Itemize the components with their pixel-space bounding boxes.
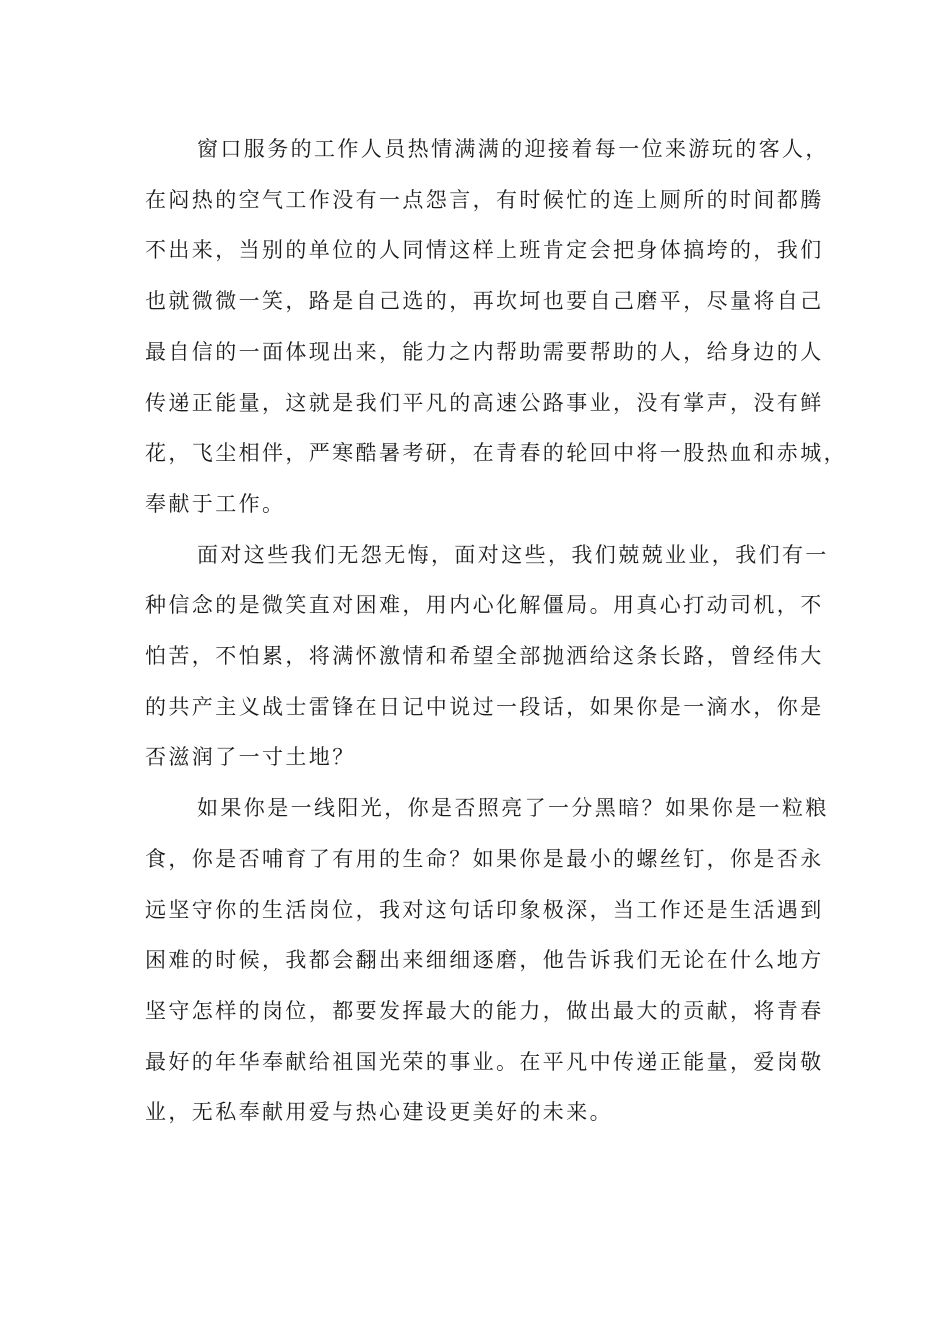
paragraph-2-line-3: 怕苦，不怕累，将满怀激情和希望全部抛洒给这条长路，曾经伟大 [145, 644, 824, 669]
paragraph-1-line-3: 不出来，当别的单位的人同情这样上班肯定会把身体搞垮的，我们 [145, 238, 824, 263]
paragraph-3-line-6: 最好的年华奉献给祖国光荣的事业。在平凡中传递正能量，爱岗敬 [145, 1049, 824, 1074]
paragraph-1 [145, 124, 847, 530]
paragraph-3-line-3: 远坚守你的生活岗位，我对这句话印象极深，当工作还是生活遇到 [145, 897, 824, 922]
paragraph-1-line-6: 传递正能量，这就是我们平凡的高速公路事业，没有掌声，没有鲜 [145, 390, 824, 415]
paragraph-3-line-7: 业，无私奉献用爱与热心建设更美好的未来。 [145, 1100, 613, 1125]
paragraph-2-line-2: 种信念的是微笑直对困难，用内心化解僵局。用真心打动司机，不 [145, 593, 824, 618]
paragraph-2-line-5: 否滋润了一寸土地？ [145, 745, 356, 770]
paragraph-3-line-2: 食，你是否哺育了有用的生命？如果你是最小的螺丝钉，你是否永 [145, 846, 824, 871]
paragraph-1-line-5: 最自信的一面体现出来，能力之内帮助需要帮助的人，给身边的人 [145, 339, 824, 364]
paragraph-3-line-4: 困难的时候，我都会翻出来细细逐磨，他告诉我们无论在什么地方 [145, 948, 824, 973]
paragraph-2-line-4: 的共产主义战士雷锋在日记中说过一段话，如果你是一滴水，你是 [145, 694, 824, 719]
paragraph-1-line-8: 奉献于工作。 [145, 491, 286, 516]
paragraph-2-line-1: 面对这些我们无怨无悔，面对这些，我们兢兢业业，我们有一 [197, 542, 829, 567]
paragraph-2 [145, 530, 829, 784]
paragraph-1-line-2: 在闷热的空气工作没有一点怨言，有时候忙的连上厕所的时间都腾 [145, 187, 824, 212]
paragraph-1-line-1: 窗口服务的工作人员热情满满的迎接着每一位来游玩的客人， [197, 137, 829, 161]
paragraph-1-line-4: 也就微微一笑，路是自己选的，再坎坷也要自己磨平，尽量将自己 [145, 289, 824, 314]
paragraph-3-line-1: 如果你是一线阳光，你是否照亮了一分黑暗？如果你是一粒粮 [197, 796, 829, 821]
paragraph-3-line-5: 坚守怎样的岗位，都要发挥最大的能力，做出最大的贡献，将青春 [145, 998, 824, 1023]
document-body [145, 124, 847, 1138]
paragraph-1-line-7: 花，飞尘相伴，严寒酷暑考研，在青春的轮回中将一股热血和赤城， [145, 441, 847, 466]
paragraph-3 [145, 783, 829, 1138]
